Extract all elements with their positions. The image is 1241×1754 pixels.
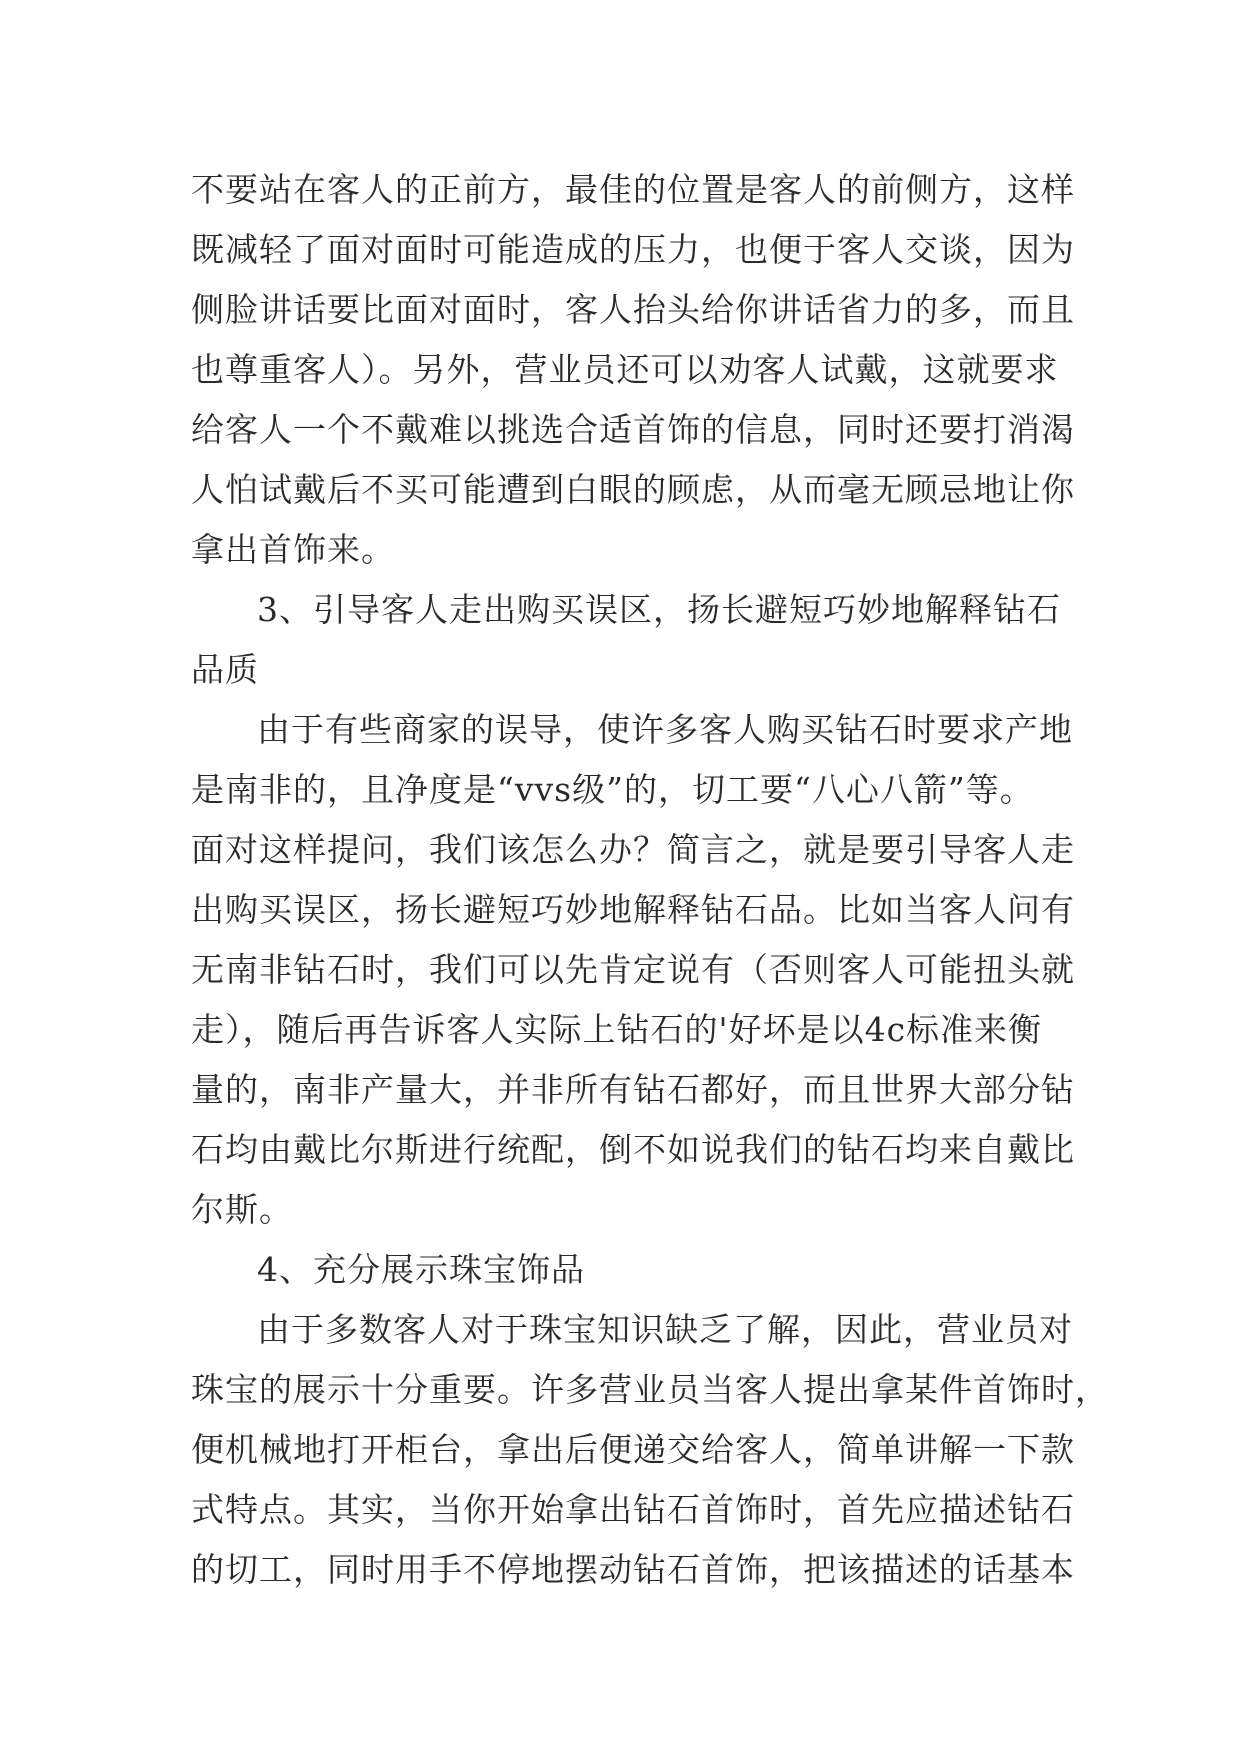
section-heading-3: 3、引导客人走出购买误区，扬长避短巧妙地解释钻石 [257, 590, 1061, 629]
text-line: 走），随后再告诉客人实际上钻石的'好坏是以4c标准来衡 [191, 1010, 1043, 1049]
text-line: 量的，南非产量大，并非所有钻石都好，而且世界大部分钻 [191, 1070, 1075, 1109]
text-line: 由于有些商家的误导，使许多客人购买钻石时要求产地 [257, 710, 1073, 749]
text-line: 侧脸讲话要比面对面时，客人抬头给你讲话省力的多，而且 [191, 290, 1075, 329]
text-line: 既减轻了面对面时可能造成的压力，也便于客人交谈，因为 [191, 230, 1075, 269]
text-line: 由于多数客人对于珠宝知识缺乏了解，因此，营业员对 [257, 1310, 1073, 1349]
text-line: 石均由戴比尔斯进行统配，倒不如说我们的钻石均来自戴比 [191, 1130, 1075, 1169]
text-line: 的切工，同时用手不停地摆动钻石首饰，把该描述的话基本 [191, 1550, 1075, 1589]
text-line: 珠宝的展示十分重要。许多营业员当客人提出拿某件首饰时， [191, 1370, 1109, 1409]
text-line: 人怕试戴后不买可能遭到白眼的顾虑，从而毫无顾忌地让你 [191, 470, 1075, 509]
text-line: 拿出首饰来。 [191, 530, 395, 569]
section-heading-3-continued: 品质 [191, 650, 259, 689]
text-line: 也尊重客人）。另外，营业员还可以劝客人试戴，这就要求 [191, 350, 1059, 389]
text-line: 是南非的，且净度是“vvs级”的，切工要“八心八箭”等。 [191, 770, 1034, 809]
text-line: 给客人一个不戴难以挑选合适首饰的信息，同时还要打消渴 [191, 410, 1075, 449]
text-line: 不要站在客人的正前方，最佳的位置是客人的前侧方，这样 [191, 170, 1075, 209]
body-text [191, 160, 1109, 1600]
text-line: 式特点。其实，当你开始拿出钻石首饰时，首先应描述钻石 [191, 1490, 1075, 1529]
text-line: 便机械地打开柜台，拿出后便递交给客人，简单讲解一下款 [191, 1430, 1075, 1469]
text-line: 无南非钻石时，我们可以先肯定说有（否则客人可能扭头就 [191, 950, 1075, 989]
text-line: 面对这样提问，我们该怎么办？简言之，就是要引导客人走 [191, 830, 1075, 869]
text-line: 出购买误区，扬长避短巧妙地解释钻石品。比如当客人问有 [191, 890, 1075, 929]
section-heading-4: 4、充分展示珠宝饰品 [257, 1250, 585, 1289]
text-line: 尔斯。 [191, 1190, 293, 1229]
